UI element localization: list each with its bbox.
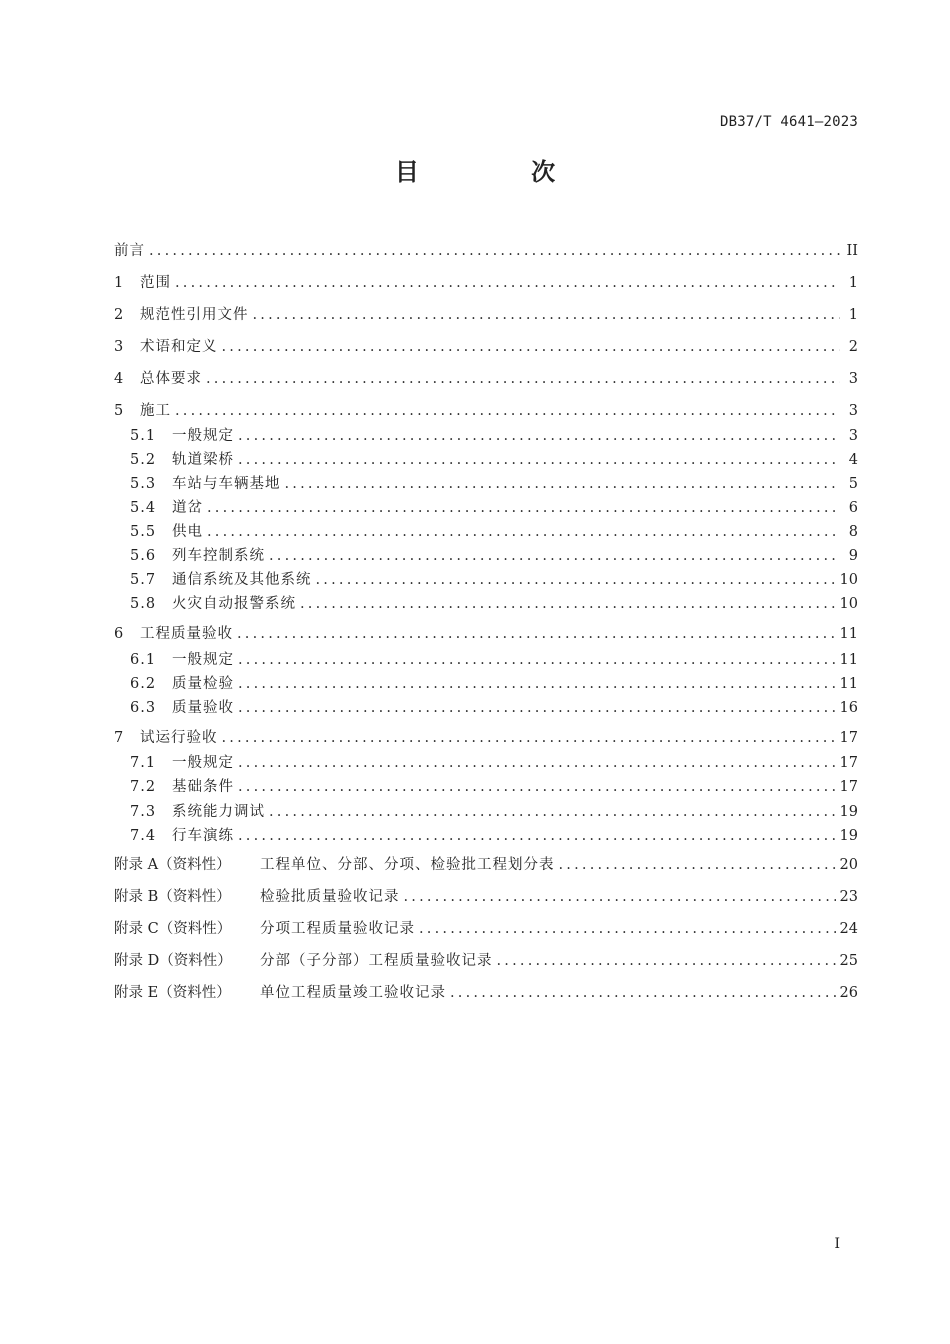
- toc-title: 系统能力调试: [172, 804, 265, 820]
- toc-page: 20: [839, 857, 858, 873]
- toc-page: 17: [839, 730, 858, 746]
- toc-title: 火灾自动报警系统: [172, 596, 296, 612]
- toc-entry-7-2[interactable]: [130, 776, 858, 798]
- toc-entry-appendix-d[interactable]: [114, 950, 858, 972]
- toc-title: 通信系统及其他系统: [172, 572, 312, 588]
- toc-title: 分部（子分部）工程质量验收记录: [260, 953, 493, 969]
- toc-entry-appendix-b[interactable]: [114, 886, 858, 908]
- toc-page: 26: [839, 985, 858, 1001]
- toc-number: 5: [114, 403, 124, 419]
- toc-number: 7.3: [130, 804, 157, 820]
- toc-number: 附录 E（资料性）: [114, 985, 231, 1001]
- toc-title: 车站与车辆基地: [172, 476, 281, 492]
- toc-title: 术语和定义: [140, 339, 218, 355]
- toc-number: 5.8: [130, 596, 157, 612]
- toc-page: 3: [848, 403, 858, 419]
- toc-page: 1: [848, 275, 858, 291]
- leader-dots: [253, 304, 841, 326]
- toc-number: 附录 C（资料性）: [114, 921, 232, 937]
- toc-page: 2: [848, 339, 858, 355]
- toc-page: 4: [848, 452, 858, 468]
- leader-dots: [238, 649, 836, 671]
- leader-dots: [238, 776, 836, 798]
- toc-page: II: [846, 243, 858, 259]
- toc-number: 5.1: [130, 428, 157, 444]
- toc-entry-5[interactable]: [114, 400, 858, 422]
- toc-title: 规范性引用文件: [140, 307, 249, 323]
- toc-entry-5-4[interactable]: [130, 497, 858, 519]
- toc-page: 3: [848, 428, 858, 444]
- toc-number: 5.4: [130, 500, 157, 516]
- toc-entry-foreword[interactable]: [114, 240, 858, 262]
- toc-title: 轨道梁桥: [172, 452, 234, 468]
- toc-entry-5-3[interactable]: [130, 473, 858, 495]
- page-number: I: [834, 1236, 840, 1252]
- leader-dots: [238, 697, 836, 719]
- toc-page: 19: [839, 804, 858, 820]
- leader-dots: [497, 950, 836, 972]
- leader-dots: [238, 425, 840, 447]
- toc-page: 1: [848, 307, 858, 323]
- toc-page: 25: [839, 953, 858, 969]
- toc-page: 11: [839, 626, 858, 642]
- leader-dots: [207, 521, 840, 543]
- toc-title: 前言: [114, 243, 145, 259]
- toc-page: 23: [839, 889, 858, 905]
- toc-title: 试运行验收: [140, 730, 218, 746]
- toc-entry-6-1[interactable]: [130, 649, 858, 671]
- leader-dots: [207, 497, 840, 519]
- toc-number: 5.2: [130, 452, 157, 468]
- toc-page: 10: [839, 572, 858, 588]
- toc-title: 道岔: [172, 500, 203, 516]
- leader-dots: [419, 918, 836, 940]
- toc-number: 5.6: [130, 548, 157, 564]
- toc-number: 6.2: [130, 676, 157, 692]
- leader-dots: [238, 752, 836, 774]
- leader-dots: [269, 801, 836, 823]
- toc-number: 7.4: [130, 828, 157, 844]
- toc-entry-6[interactable]: [114, 623, 858, 645]
- toc-title: 一般规定: [172, 755, 234, 771]
- toc-number: 附录 B（资料性）: [114, 889, 231, 905]
- leader-dots: [206, 368, 840, 390]
- leader-dots: [285, 473, 841, 495]
- toc-entry-5-5[interactable]: [130, 521, 858, 543]
- toc-page: 11: [839, 652, 858, 668]
- toc-number: 5.3: [130, 476, 157, 492]
- leader-dots: [149, 240, 840, 262]
- toc-entry-5-2[interactable]: [130, 449, 858, 471]
- toc-entry-3[interactable]: [114, 336, 858, 358]
- leader-dots: [316, 569, 836, 591]
- toc-title: 质量验收: [172, 700, 234, 716]
- leader-dots: [175, 272, 840, 294]
- toc-entry-appendix-a[interactable]: [114, 854, 858, 876]
- toc-page: 19: [839, 828, 858, 844]
- toc-entry-appendix-c[interactable]: [114, 918, 858, 940]
- toc-page: 10: [839, 596, 858, 612]
- toc-number: 7.2: [130, 779, 157, 795]
- toc-title: 施工: [140, 403, 171, 419]
- toc-entry-5-8[interactable]: [130, 593, 858, 615]
- toc-entry-7-4[interactable]: [130, 825, 858, 847]
- toc-number: 5.7: [130, 572, 157, 588]
- toc-title: 检验批质量验收记录: [260, 889, 400, 905]
- toc-page: 5: [848, 476, 858, 492]
- toc-entry-6-2[interactable]: [130, 673, 858, 695]
- toc-title: 分项工程质量验收记录: [260, 921, 415, 937]
- leader-dots: [559, 854, 836, 876]
- toc-number: 6.1: [130, 652, 157, 668]
- toc-entry-2[interactable]: [114, 304, 858, 326]
- toc-title: 范围: [140, 275, 171, 291]
- leader-dots: [175, 400, 840, 422]
- toc-entry-appendix-e[interactable]: [114, 982, 858, 1004]
- leader-dots: [238, 449, 840, 471]
- toc-title: 单位工程质量竣工验收记录: [260, 985, 446, 1001]
- leader-dots: [300, 593, 836, 615]
- toc-title: 工程质量验收: [140, 626, 233, 642]
- toc-number: 7.1: [130, 755, 157, 771]
- leader-dots: [222, 727, 836, 749]
- toc-number: 6: [114, 626, 124, 642]
- toc-title: 供电: [172, 524, 203, 540]
- leader-dots: [269, 545, 840, 567]
- leader-dots: [238, 673, 836, 695]
- toc-number: 2: [114, 307, 124, 323]
- toc-title: 工程单位、分部、分项、检验批工程划分表: [260, 857, 555, 873]
- leader-dots: [237, 623, 836, 645]
- toc-number: 1: [114, 275, 124, 291]
- toc-page: 11: [839, 676, 858, 692]
- toc-page: 8: [848, 524, 858, 540]
- toc-page: 17: [839, 779, 858, 795]
- leader-dots: [238, 825, 836, 847]
- toc-page: 24: [839, 921, 858, 937]
- toc-entry-6-3[interactable]: [130, 697, 858, 719]
- toc-entry-5-1[interactable]: [130, 425, 858, 447]
- toc-title: 列车控制系统: [172, 548, 265, 564]
- toc-number: 3: [114, 339, 124, 355]
- page-title: 目 次: [394, 158, 608, 186]
- toc-entry-7[interactable]: [114, 727, 858, 749]
- toc-number: 附录 D（资料性）: [114, 953, 232, 969]
- toc-entry-5-7[interactable]: [130, 569, 858, 591]
- leader-dots: [404, 886, 836, 908]
- document-number: DB37/T 4641—2023: [719, 114, 858, 130]
- toc-page: 3: [848, 371, 858, 387]
- toc-page: 6: [848, 500, 858, 516]
- toc-number: 6.3: [130, 700, 157, 716]
- toc-title: 总体要求: [140, 371, 202, 387]
- toc-title: 基础条件: [172, 779, 234, 795]
- toc-entry-4[interactable]: [114, 368, 858, 390]
- toc-title: 一般规定: [172, 652, 234, 668]
- leader-dots: [450, 982, 836, 1004]
- toc-title: 行车演练: [172, 828, 234, 844]
- toc-page: 17: [839, 755, 858, 771]
- toc-title: 一般规定: [172, 428, 234, 444]
- toc-entry-1[interactable]: [114, 272, 858, 294]
- toc-title: 质量检验: [172, 676, 234, 692]
- toc-page: 9: [848, 548, 858, 564]
- toc-page: 16: [839, 700, 858, 716]
- toc-entry-7-3[interactable]: [130, 801, 858, 823]
- toc-number: 7: [114, 730, 124, 746]
- toc-number: 附录 A（资料性）: [114, 857, 231, 873]
- toc-number: 4: [114, 371, 124, 387]
- leader-dots: [222, 336, 841, 358]
- toc-entry-7-1[interactable]: [130, 752, 858, 774]
- toc-entry-5-6[interactable]: [130, 545, 858, 567]
- toc-number: 5.5: [130, 524, 157, 540]
